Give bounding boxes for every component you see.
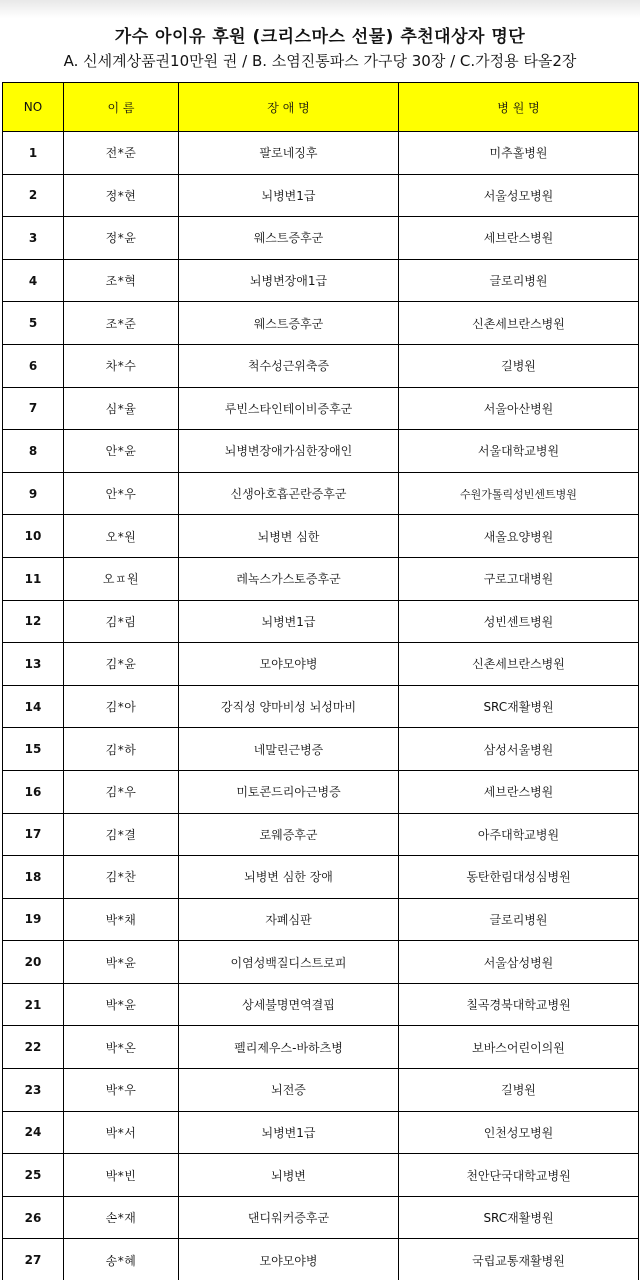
cell-no: 24 (3, 1111, 64, 1154)
cell-name: 정*윤 (64, 217, 179, 260)
cell-disability: 뇌병변1급 (179, 174, 399, 217)
cell-hospital: 글로리병원 (399, 898, 639, 941)
cell-name: 김*림 (64, 600, 179, 643)
cell-name: 박*윤 (64, 983, 179, 1026)
table-row (3, 643, 639, 686)
cell-name: 오*원 (64, 515, 179, 558)
cell-hospital: 구로고대병원 (399, 557, 639, 600)
cell-no: 13 (3, 643, 64, 686)
table-row (3, 472, 639, 515)
cell-hospital: 글로리병원 (399, 259, 639, 302)
cell-disability: 뇌병변장애1급 (179, 259, 399, 302)
cell-hospital: 서울성모병원 (399, 174, 639, 217)
cell-hospital: 미추홀병원 (399, 132, 639, 175)
table-row (3, 941, 639, 984)
cell-hospital: 칠곡경북대학교병원 (399, 983, 639, 1026)
cell-name: 박*채 (64, 898, 179, 941)
cell-hospital: 신촌세브란스병원 (399, 643, 639, 686)
cell-no: 5 (3, 302, 64, 345)
cell-name: 박*온 (64, 1026, 179, 1069)
cell-hospital: 국립교통재활병원 (399, 1239, 639, 1280)
cell-disability: 강직성 양마비성 뇌성마비 (179, 685, 399, 728)
cell-name: 안*우 (64, 472, 179, 515)
cell-no: 10 (3, 515, 64, 558)
cell-hospital: 세브란스병원 (399, 770, 639, 813)
cell-disability: 뇌병변장애가심한장애인 (179, 430, 399, 473)
table-row (3, 259, 639, 302)
cell-hospital: 인천성모병원 (399, 1111, 639, 1154)
cell-name: 오ㅍ원 (64, 557, 179, 600)
cell-no: 9 (3, 472, 64, 515)
cell-hospital: 동탄한림대성심병원 (399, 856, 639, 899)
cell-hospital: 서울아산병원 (399, 387, 639, 430)
cell-name: 조*준 (64, 302, 179, 345)
cell-name: 송*혜 (64, 1239, 179, 1280)
cell-name: 김*윤 (64, 643, 179, 686)
cell-no: 19 (3, 898, 64, 941)
cell-disability: 루빈스타인테이비증후군 (179, 387, 399, 430)
cell-disability: 뇌병변 심한 장애 (179, 856, 399, 899)
table-row (3, 515, 639, 558)
table-row (3, 856, 639, 899)
cell-name: 전*준 (64, 132, 179, 175)
cell-no: 8 (3, 430, 64, 473)
recipient-table (2, 82, 639, 1280)
table-row (3, 302, 639, 345)
cell-disability: 이염성백질디스트로피 (179, 941, 399, 984)
cell-no: 3 (3, 217, 64, 260)
cell-disability: 척수성근위축증 (179, 344, 399, 387)
cell-no: 4 (3, 259, 64, 302)
document-title: 가수 아이유 후원 (크리스마스 선물) 추천대상자 명단 (114, 27, 526, 47)
table-row (3, 770, 639, 813)
cell-name: 김*우 (64, 770, 179, 813)
cell-no: 22 (3, 1026, 64, 1069)
table-row (3, 1111, 639, 1154)
cell-disability: 뇌병변 (179, 1154, 399, 1197)
table-row (3, 217, 639, 260)
table-row (3, 813, 639, 856)
header-row (3, 83, 639, 132)
cell-no: 17 (3, 813, 64, 856)
cell-hospital: 세브란스병원 (399, 217, 639, 260)
cell-disability: 자폐심판 (179, 898, 399, 941)
table-row (3, 557, 639, 600)
table-row (3, 1239, 639, 1280)
cell-name: 박*우 (64, 1069, 179, 1112)
cell-hospital: 길병원 (399, 344, 639, 387)
cell-name: 정*현 (64, 174, 179, 217)
cell-name: 심*율 (64, 387, 179, 430)
table-row (3, 685, 639, 728)
table-row (3, 898, 639, 941)
cell-disability: 웨스트증후군 (179, 302, 399, 345)
table-header (3, 83, 639, 132)
document-subtitle: A. 신세계상품권10만원 권 / B. 소염진통파스 가구당 30장 / C.가정용 타올2장 (63, 52, 577, 70)
cell-disability: 미토콘드리아근병증 (179, 770, 399, 813)
cell-disability: 모야모야병 (179, 643, 399, 686)
cell-name: 김*찬 (64, 856, 179, 899)
cell-no: 16 (3, 770, 64, 813)
header-disability: 장 애 명 (179, 83, 399, 132)
table-row (3, 1026, 639, 1069)
cell-hospital: 천안단국대학교병원 (399, 1154, 639, 1197)
table-row (3, 600, 639, 643)
cell-hospital: 아주대학교병원 (399, 813, 639, 856)
header-no: NO (3, 83, 64, 132)
cell-disability: 뇌병변1급 (179, 600, 399, 643)
cell-disability: 웨스트증후군 (179, 217, 399, 260)
cell-no: 27 (3, 1239, 64, 1280)
cell-name: 손*재 (64, 1196, 179, 1239)
cell-no: 23 (3, 1069, 64, 1112)
table-body (3, 132, 639, 1280)
header-name: 이 름 (64, 83, 179, 132)
cell-no: 14 (3, 685, 64, 728)
cell-no: 15 (3, 728, 64, 771)
cell-hospital: 길병원 (399, 1069, 639, 1112)
cell-hospital: 삼성서울병원 (399, 728, 639, 771)
cell-disability: 네말린근병증 (179, 728, 399, 771)
cell-name: 조*혁 (64, 259, 179, 302)
cell-hospital: 새올요양병원 (399, 515, 639, 558)
cell-no: 18 (3, 856, 64, 899)
cell-no: 6 (3, 344, 64, 387)
cell-hospital: SRC재활병원 (399, 685, 639, 728)
cell-disability: 팔로네징후 (179, 132, 399, 175)
table-row (3, 1069, 639, 1112)
table-row (3, 132, 639, 175)
cell-disability: 로웨증후군 (179, 813, 399, 856)
header-hospital: 병 원 명 (399, 83, 639, 132)
cell-name: 김*결 (64, 813, 179, 856)
cell-name: 차*수 (64, 344, 179, 387)
cell-no: 11 (3, 557, 64, 600)
cell-name: 안*윤 (64, 430, 179, 473)
table-row (3, 1154, 639, 1197)
cell-name: 박*빈 (64, 1154, 179, 1197)
cell-hospital: 신촌세브란스병원 (399, 302, 639, 345)
table-row (3, 983, 639, 1026)
cell-no: 20 (3, 941, 64, 984)
cell-disability: 뇌병변 심한 (179, 515, 399, 558)
cell-name: 김*하 (64, 728, 179, 771)
cell-disability: 댄디워커증후군 (179, 1196, 399, 1239)
table-row (3, 344, 639, 387)
cell-disability: 뇌전증 (179, 1069, 399, 1112)
cell-disability: 레녹스가스토증후군 (179, 557, 399, 600)
cell-hospital: 서울삼성병원 (399, 941, 639, 984)
cell-hospital: SRC재활병원 (399, 1196, 639, 1239)
cell-hospital: 수원가톨릭성빈센트병원 (399, 472, 639, 515)
table-row (3, 174, 639, 217)
cell-disability: 상세불명면역결핍 (179, 983, 399, 1026)
cell-no: 1 (3, 132, 64, 175)
table-row (3, 430, 639, 473)
table-row (3, 728, 639, 771)
cell-no: 26 (3, 1196, 64, 1239)
cell-name: 박*윤 (64, 941, 179, 984)
cell-no: 7 (3, 387, 64, 430)
cell-hospital: 보바스어린이의원 (399, 1026, 639, 1069)
cell-no: 2 (3, 174, 64, 217)
table-row (3, 1196, 639, 1239)
cell-disability: 신생아호흡곤란증후군 (179, 472, 399, 515)
table-row (3, 387, 639, 430)
cell-disability: 펠리제우스-바하츠병 (179, 1026, 399, 1069)
cell-no: 25 (3, 1154, 64, 1197)
cell-hospital: 성빈센트병원 (399, 600, 639, 643)
cell-hospital: 서울대학교병원 (399, 430, 639, 473)
cell-disability: 모야모야병 (179, 1239, 399, 1280)
top-shadow (0, 0, 640, 18)
cell-no: 21 (3, 983, 64, 1026)
cell-name: 박*서 (64, 1111, 179, 1154)
cell-disability: 뇌병변1급 (179, 1111, 399, 1154)
cell-no: 12 (3, 600, 64, 643)
cell-name: 김*아 (64, 685, 179, 728)
